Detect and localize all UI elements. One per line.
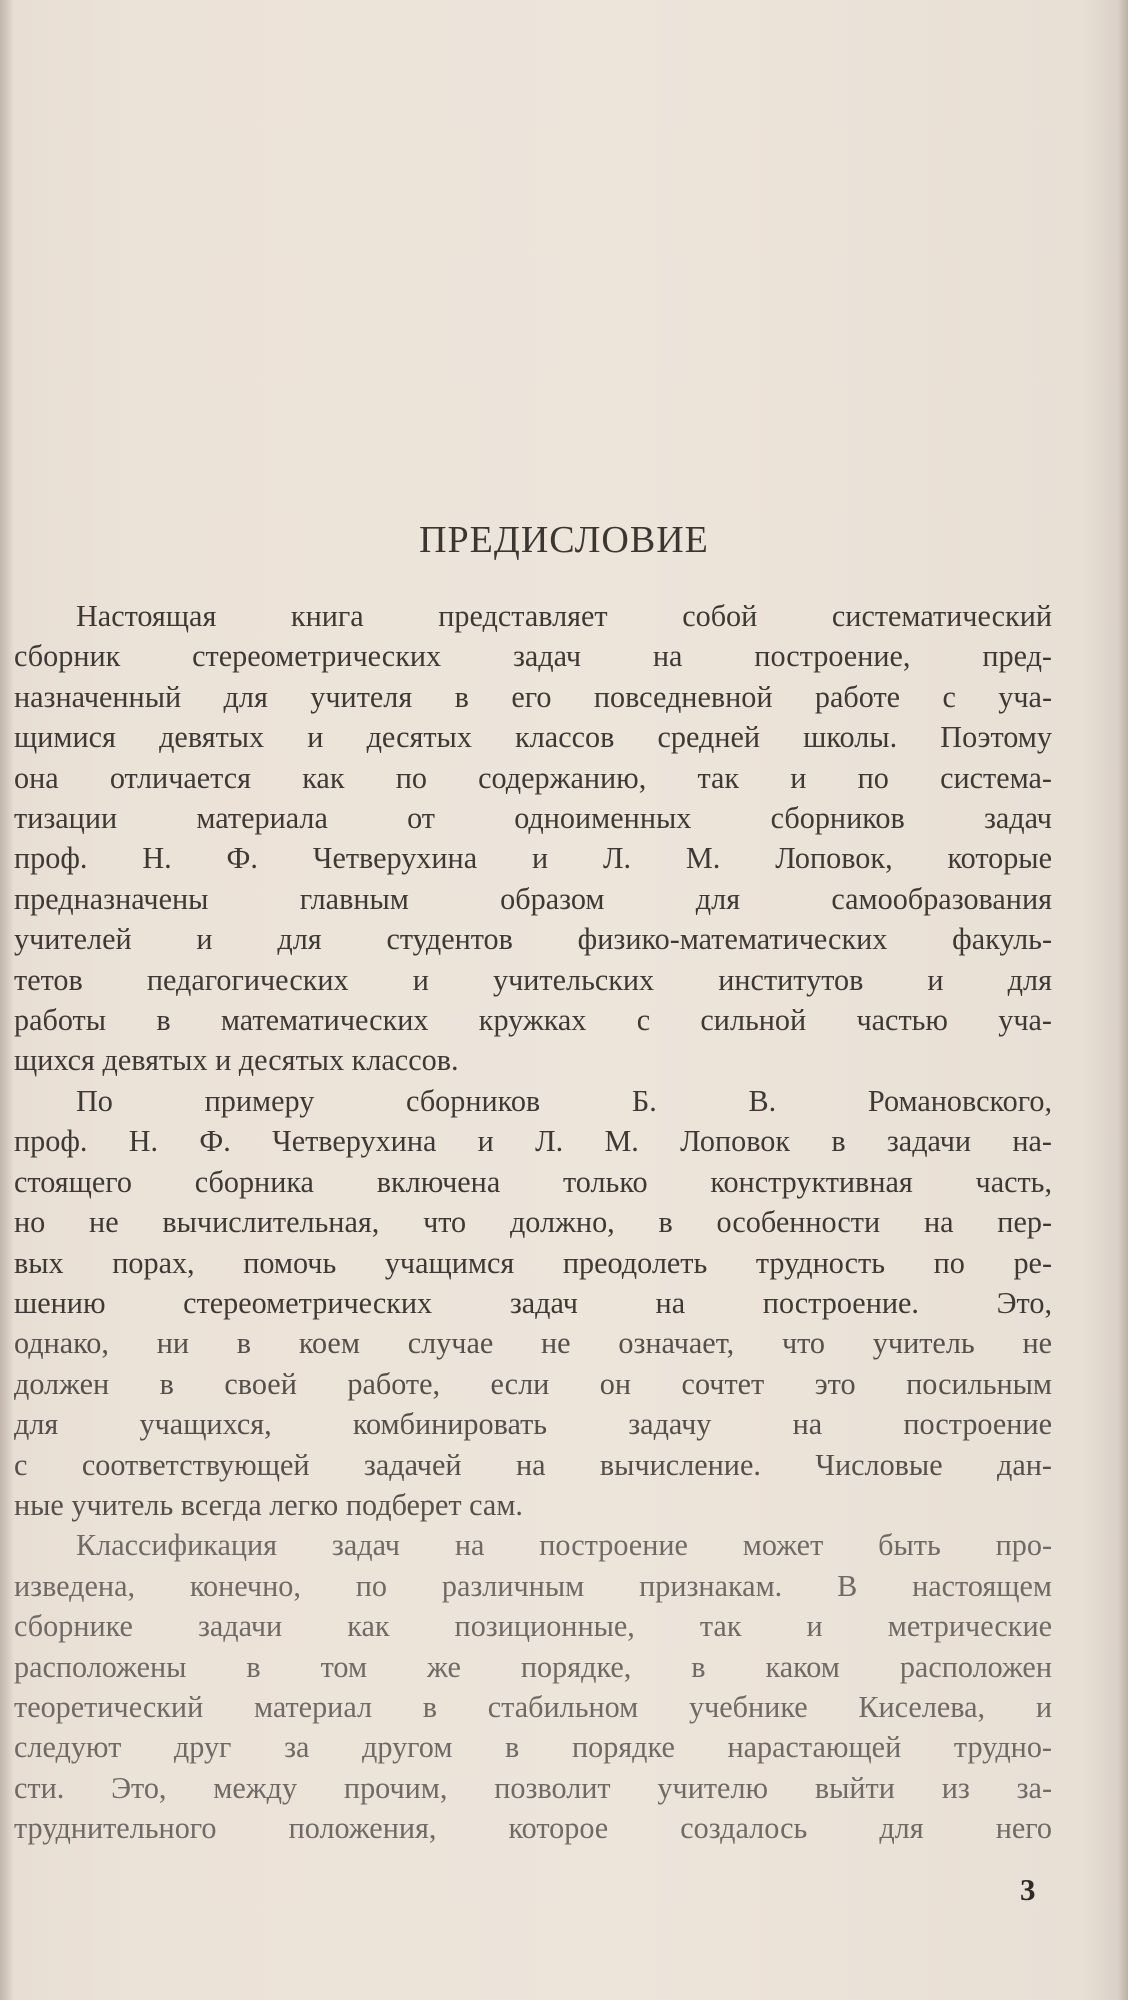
paragraph-3 xyxy=(14,1525,1052,1848)
text-line: учителей и для студентов физико-математических факуль- xyxy=(14,922,1052,957)
text-line: но не вычислительная, что должно, в особенности на пер- xyxy=(14,1205,1052,1240)
text-line: следуют друг за другом в порядке нарастающей трудно- xyxy=(14,1730,1052,1765)
page-edge-left xyxy=(0,0,14,2000)
text-line: сборнике задачи как позиционные, так и метрические xyxy=(14,1609,1052,1644)
text-line: вых порах, помочь учащимся преодолеть трудность по ре- xyxy=(14,1245,1052,1280)
text-line: стоящего сборника включена только конструктивная часть, xyxy=(14,1164,1052,1199)
text-line: Классификация задач на построение может быть про- xyxy=(76,1528,1052,1563)
text-line: теоретический материал в стабильном учебнике Киселева, и xyxy=(14,1689,1052,1724)
text-line: должен в своей работе, если он сочтет это посильным xyxy=(14,1366,1052,1401)
text-line: сти. Это, между прочим, позволит учителю выйти из за- xyxy=(14,1770,1052,1805)
text-line: шению стереометрических задач на построение. Это, xyxy=(14,1285,1052,1320)
text-line: назначенный для учителя в его повседневной работе с уча- xyxy=(14,679,1052,714)
text-line: для учащихся, комбинировать задачу на построение xyxy=(14,1407,1052,1442)
text-line: щимися девятых и десятых классов средней школы. Поэтому xyxy=(14,720,1052,755)
body-text xyxy=(14,596,1052,1849)
text-line: предназначены главным образом для самообразования xyxy=(14,881,1052,916)
text-line: труднительного положения, которое создалось для него xyxy=(14,1811,1052,1846)
text-line: изведена, конечно, по различным признакам. В настоящем xyxy=(14,1568,1052,1603)
text-line: тетов педагогических и учительских институтов и для xyxy=(14,962,1052,997)
text-line: работы в математических кружках с сильной частью уча- xyxy=(14,1003,1052,1038)
text-line: сборник стереометрических задач на построение, пред- xyxy=(14,639,1052,674)
page-number: 3 xyxy=(1020,1872,1036,1907)
text-line: ные учитель всегда легко подберет сам. xyxy=(14,1487,523,1522)
text-line: щихся девятых и десятых классов. xyxy=(14,1043,459,1078)
text-line: тизации материала от одноименных сборников задач xyxy=(14,801,1052,836)
text-line: По примеру сборников Б. В. Романовского, xyxy=(76,1083,1052,1118)
paragraph-2 xyxy=(14,1081,1052,1525)
text-line: проф. Н. Ф. Четверухина и Л. М. Лоповок, которые xyxy=(14,841,1052,876)
page-heading: ПРЕДИСЛОВИЕ xyxy=(419,519,709,561)
text-line: проф. Н. Ф. Четверухина и Л. М. Лоповок в задачи на- xyxy=(14,1124,1052,1159)
page-edge-right xyxy=(1118,0,1128,2000)
paragraph-1 xyxy=(14,596,1052,1081)
text-line: однако, ни в коем случае не означает, что учитель не xyxy=(14,1326,1052,1361)
text-line: с соответствующей задачей на вычисление. Числовые дан- xyxy=(14,1447,1052,1482)
text-line: Настоящая книга представляет собой систематический xyxy=(76,599,1052,633)
text-line: она отличается как по содержанию, так и по система- xyxy=(14,760,1052,795)
text-line: расположены в том же порядке, в каком расположен xyxy=(14,1649,1052,1684)
